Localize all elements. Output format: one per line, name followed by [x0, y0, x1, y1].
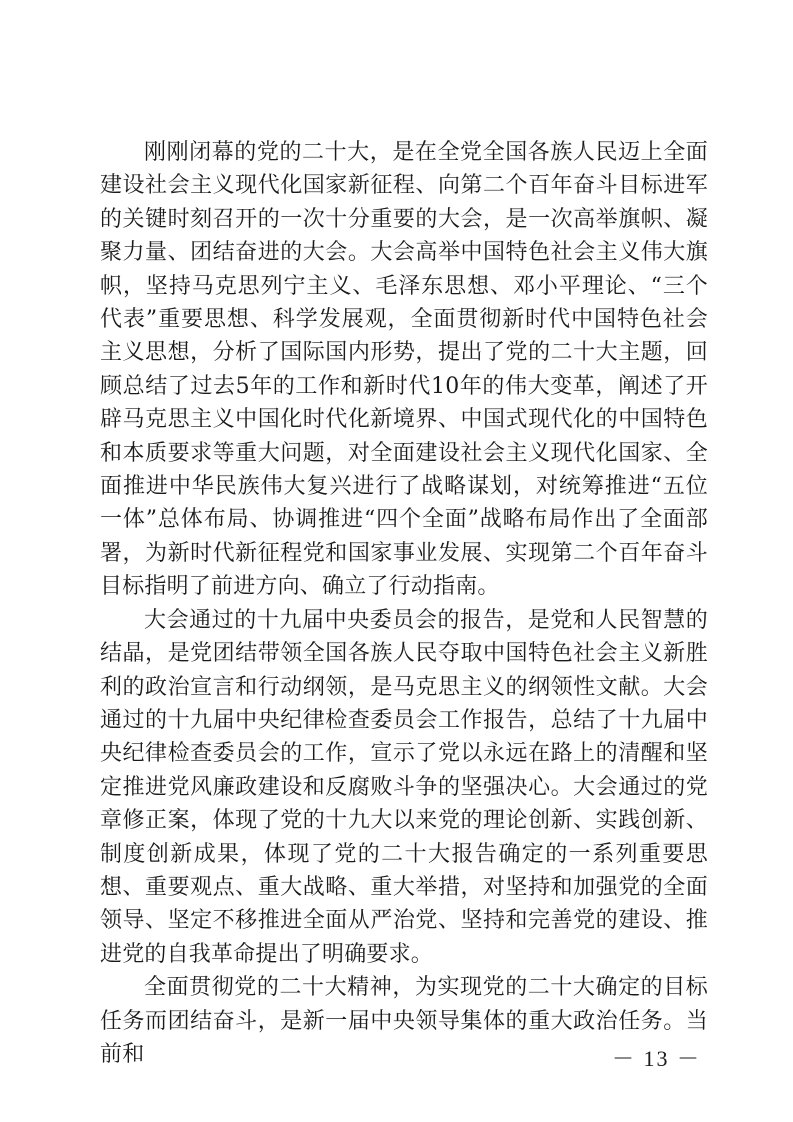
paragraph-2: 大会通过的十九届中央委员会的报告，是党和人民智慧的结晶，是党团结带领全国各族人民夺取中国特色社会主义新胜利的政治宣言和行动纲领，是马克思主义的纲领性文献。大会通过的十九届中央纪律检查委员会工作报告，总结了十九届中央纪律检查委员会的工作，宣示了党以永远在路上的清醒和坚定推进党风廉政建设和反腐败斗争的坚强决心。大会通过的党章修正案，体现了党的十九大以来党的理论创新、实践创新、制度创新成果，体现了党的二十大报告确定的一系列重要思想、重要观点、重大战略、重大举措，对坚持和加强党的全面领导、坚定不移推进全面从严治党、坚持和完善党的建设、推进党的自我革命提出了明确要求。	[100, 607, 708, 967]
paragraph-3: 全面贯彻党的二十大精神，为实现党的二十大确定的目标任务而团结奋斗，是新一届中央领导集体的重大政治任务。当前和	[100, 975, 708, 1067]
body-text	[100, 136, 708, 1071]
paragraph-1: 刚刚闭幕的党的二十大，是在全党全国各族人民迈上全面建设社会主义现代化国家新征程、向第二个百年奋斗目标进军的关键时刻召开的一次十分重要的大会，是一次高举旗帜、凝聚力量、团结奋进的大会。大会高举中国特色社会主义伟大旗帜，坚持马克思列宁主义、毛泽东思想、邓小平理论、“三个代表”重要思想、科学发展观，全面贯彻新时代中国特色社会主义思想，分析了国际国内形势，提出了党的二十大主题，回顾总结了过去5年的工作和新时代10年的伟大变革，阐述了开辟马克思主义中国化时代化新境界、中国式现代化的中国特色和本质要求等重大问题，对全面建设社会主义现代化国家、全面推进中华民族伟大复兴进行了战略谋划，对统筹推进“五位一体”总体布局、协调推进“四个全面”战略布局作出了全面部署，为新时代新征程党和国家事业发展、实现第二个百年奋斗目标指明了前进方向、确立了行动指南。	[100, 140, 708, 600]
page-number: － 13 －	[611, 1046, 701, 1071]
